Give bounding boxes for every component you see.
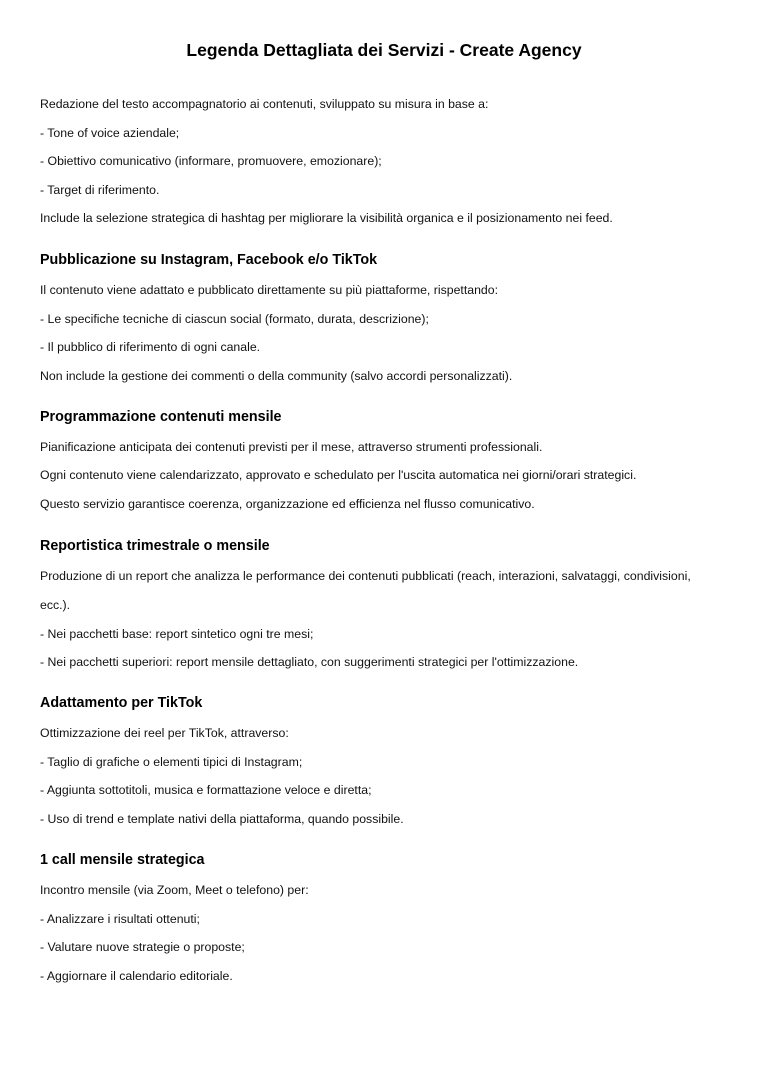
section-line: Il contenuto viene adattato e pubblicato direttamente su più piattaforme, rispettando: bbox=[40, 283, 499, 297]
intro-line: Redazione del testo accompagnatorio ai contenuti, sviluppato su misura in base a: bbox=[40, 97, 489, 111]
section-line: Non include la gestione dei commenti o della community (salvo accordi personalizzati). bbox=[40, 369, 513, 383]
section-line: - Analizzare i risultati ottenuti; bbox=[40, 912, 200, 926]
section-line: - Aggiornare il calendario editoriale. bbox=[40, 969, 233, 983]
section-line: Produzione di un report che analizza le performance dei contenuti pubblicati (reach, interazioni, salvataggi, condivisioni, bbox=[40, 569, 691, 583]
section-line: Ottimizzazione dei reel per TikTok, attraverso: bbox=[40, 726, 289, 740]
section-heading-pubblicazione: Pubblicazione su Instagram, Facebook e/o TikTok bbox=[40, 252, 378, 268]
section-line: - Uso di trend e template nativi della piattaforma, quando possibile. bbox=[40, 812, 404, 826]
intro-line: Include la selezione strategica di hashtag per migliorare la visibilità organica e il posizionamento nei feed. bbox=[40, 211, 613, 225]
section-line: - Il pubblico di riferimento di ogni canale. bbox=[40, 340, 261, 354]
intro-line: - Target di riferimento. bbox=[40, 183, 160, 197]
section-line: - Nei pacchetti base: report sintetico ogni tre mesi; bbox=[40, 627, 314, 641]
section-line: - Aggiunta sottotitoli, musica e formattazione veloce e diretta; bbox=[40, 783, 372, 797]
intro-line: - Tone of voice aziendale; bbox=[40, 126, 180, 140]
section-line: Questo servizio garantisce coerenza, organizzazione ed efficienza nel flusso comunicativo. bbox=[40, 497, 535, 511]
section-line: - Valutare nuove strategie o proposte; bbox=[40, 940, 245, 954]
section-line: - Nei pacchetti superiori: report mensile dettagliato, con suggerimenti strategici per l'ottimizzazione. bbox=[40, 655, 579, 669]
section-line: Ogni contenuto viene calendarizzato, approvato e schedulato per l'uscita automatica nei giorni/orari strategici. bbox=[40, 468, 637, 482]
section-line: ecc.). bbox=[40, 598, 71, 612]
section-line: Pianificazione anticipata dei contenuti previsti per il mese, attraverso strumenti professionali. bbox=[40, 440, 543, 454]
section-line: - Le specifiche tecniche di ciascun social (formato, durata, descrizione); bbox=[40, 312, 429, 326]
section-line: Incontro mensile (via Zoom, Meet o telefono) per: bbox=[40, 883, 309, 897]
section-heading-call-mensile: 1 call mensile strategica bbox=[40, 852, 205, 868]
intro-line: - Obiettivo comunicativo (informare, promuovere, emozionare); bbox=[40, 154, 382, 168]
section-heading-reportistica: Reportistica trimestrale o mensile bbox=[40, 538, 270, 554]
section-line: - Taglio di grafiche o elementi tipici di Instagram; bbox=[40, 755, 303, 769]
document-title: Legenda Dettagliata dei Servizi - Create Agency bbox=[186, 40, 582, 60]
section-heading-tiktok: Adattamento per TikTok bbox=[40, 695, 203, 711]
section-heading-programmazione: Programmazione contenuti mensile bbox=[40, 409, 282, 425]
